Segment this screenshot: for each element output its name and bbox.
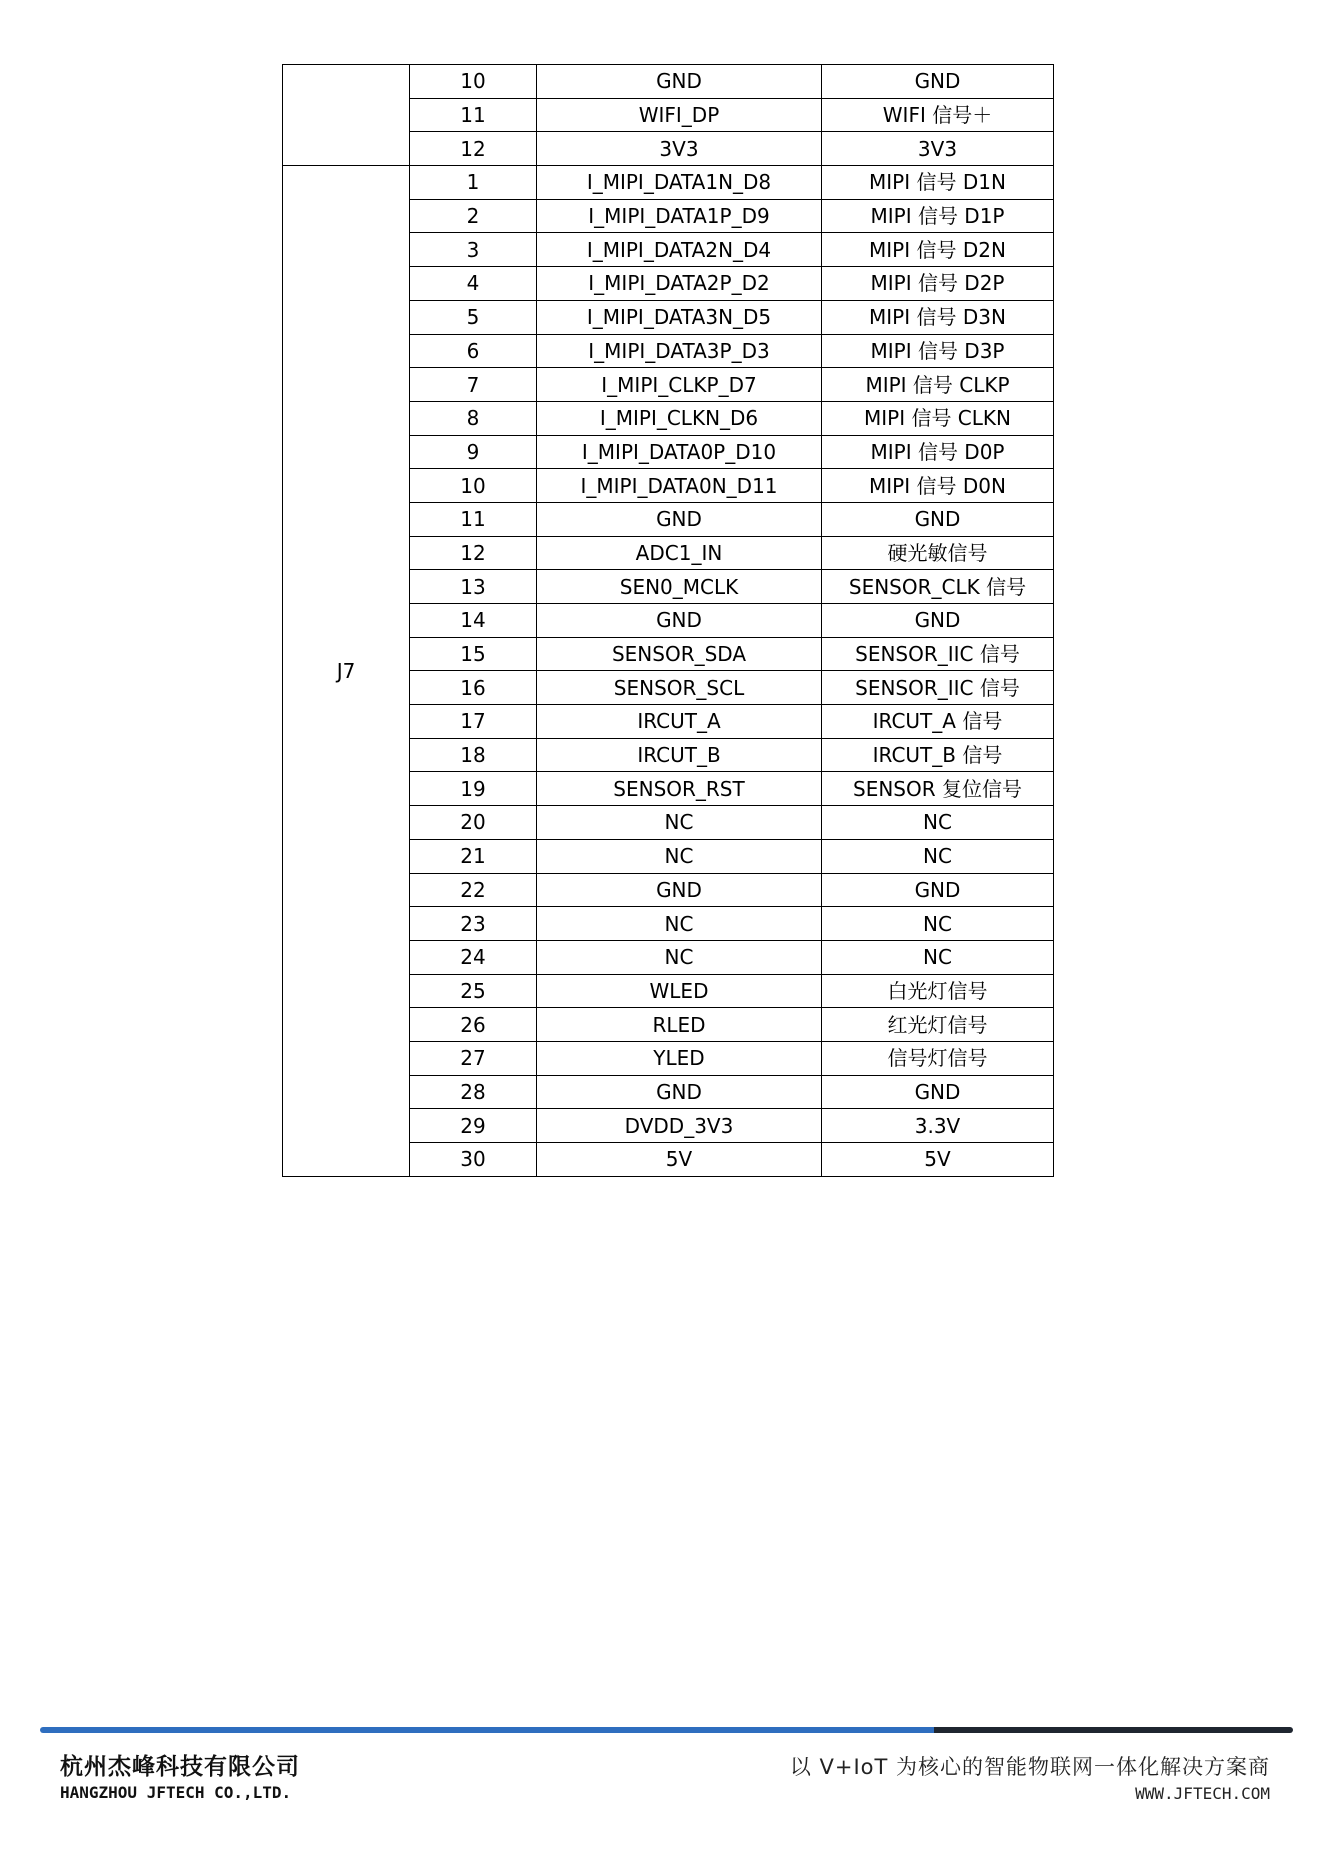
desc-cell: IRCUT_A 信号 [822, 705, 1054, 739]
net-cell: I_MIPI_DATA1P_D9 [537, 199, 822, 233]
desc-cell: MIPI 信号 CLKP [822, 368, 1054, 402]
pin-cell: 12 [410, 132, 537, 166]
net-cell: GND [537, 604, 822, 638]
desc-cell: MIPI 信号 D1P [822, 199, 1054, 233]
desc-cell: 硬光敏信号 [822, 536, 1054, 570]
net-cell: NC [537, 806, 822, 840]
desc-cell: SENSOR_CLK 信号 [822, 570, 1054, 604]
pin-cell: 15 [410, 637, 537, 671]
net-cell: 3V3 [537, 132, 822, 166]
pin-cell: 22 [410, 873, 537, 907]
desc-cell: GND [822, 1075, 1054, 1109]
net-cell: I_MIPI_DATA2P_D2 [537, 267, 822, 301]
company-website: WWW.JFTECH.COM [1135, 1784, 1270, 1803]
desc-cell: GND [822, 873, 1054, 907]
pin-cell: 18 [410, 738, 537, 772]
net-cell: I_MIPI_DATA3P_D3 [537, 334, 822, 368]
footer-divider-dark [934, 1727, 1293, 1733]
pin-cell: 10 [410, 469, 537, 503]
net-cell: WIFI_DP [537, 98, 822, 132]
desc-cell: GND [822, 502, 1054, 536]
pin-cell: 8 [410, 401, 537, 435]
net-cell: IRCUT_B [537, 738, 822, 772]
pin-cell: 28 [410, 1075, 537, 1109]
pin-cell: 24 [410, 940, 537, 974]
pin-cell: 30 [410, 1143, 537, 1177]
desc-cell: SENSOR_IIC 信号 [822, 637, 1054, 671]
company-slogan: 以 V+IoT 为核心的智能物联网一体化解决方案商 [789, 1755, 1270, 1779]
pin-cell: 21 [410, 839, 537, 873]
net-cell: RLED [537, 1008, 822, 1042]
desc-cell: MIPI 信号 D0P [822, 435, 1054, 469]
pin-cell: 27 [410, 1041, 537, 1075]
net-cell: I_MIPI_DATA3N_D5 [537, 300, 822, 334]
pin-cell: 10 [410, 65, 537, 99]
net-cell: I_MIPI_DATA0N_D11 [537, 469, 822, 503]
pin-cell: 17 [410, 705, 537, 739]
net-cell: SEN0_MCLK [537, 570, 822, 604]
desc-cell: SENSOR_IIC 信号 [822, 671, 1054, 705]
desc-cell: GND [822, 65, 1054, 99]
net-cell: NC [537, 907, 822, 941]
desc-cell: NC [822, 806, 1054, 840]
net-cell: NC [537, 940, 822, 974]
desc-cell: NC [822, 940, 1054, 974]
pin-table-body [283, 65, 1054, 1177]
net-cell: SENSOR_RST [537, 772, 822, 806]
desc-cell: SENSOR 复位信号 [822, 772, 1054, 806]
desc-cell: WIFI 信号＋ [822, 98, 1054, 132]
net-cell: I_MIPI_CLKP_D7 [537, 368, 822, 402]
pin-cell: 9 [410, 435, 537, 469]
net-cell: DVDD_3V3 [537, 1109, 822, 1143]
desc-cell: GND [822, 604, 1054, 638]
pin-cell: 1 [410, 166, 537, 200]
net-cell: NC [537, 839, 822, 873]
pin-cell: 11 [410, 98, 537, 132]
net-cell: I_MIPI_DATA1N_D8 [537, 166, 822, 200]
table-row [283, 166, 1054, 200]
desc-cell: MIPI 信号 D3P [822, 334, 1054, 368]
net-cell: ADC1_IN [537, 536, 822, 570]
desc-cell: MIPI 信号 D1N [822, 166, 1054, 200]
pin-cell: 2 [410, 199, 537, 233]
company-name-english: HANGZHOU JFTECH CO.,LTD. [60, 1783, 292, 1802]
desc-cell: MIPI 信号 CLKN [822, 401, 1054, 435]
net-cell: IRCUT_A [537, 705, 822, 739]
table-row [283, 65, 1054, 99]
desc-cell: 3.3V [822, 1109, 1054, 1143]
pin-cell: 7 [410, 368, 537, 402]
net-cell: 5V [537, 1143, 822, 1177]
net-cell: GND [537, 873, 822, 907]
desc-cell: IRCUT_B 信号 [822, 738, 1054, 772]
net-cell: SENSOR_SCL [537, 671, 822, 705]
net-cell: YLED [537, 1041, 822, 1075]
net-cell: I_MIPI_DATA0P_D10 [537, 435, 822, 469]
desc-cell: 白光灯信号 [822, 974, 1054, 1008]
pin-cell: 3 [410, 233, 537, 267]
pin-cell: 20 [410, 806, 537, 840]
pin-cell: 25 [410, 974, 537, 1008]
pin-cell: 16 [410, 671, 537, 705]
net-cell: GND [537, 1075, 822, 1109]
desc-cell: MIPI 信号 D2P [822, 267, 1054, 301]
net-cell: SENSOR_SDA [537, 637, 822, 671]
pin-cell: 5 [410, 300, 537, 334]
desc-cell: MIPI 信号 D3N [822, 300, 1054, 334]
pin-cell: 29 [410, 1109, 537, 1143]
net-cell: GND [537, 502, 822, 536]
pin-cell: 12 [410, 536, 537, 570]
pin-cell: 26 [410, 1008, 537, 1042]
net-cell: WLED [537, 974, 822, 1008]
pin-cell: 14 [410, 604, 537, 638]
desc-cell: MIPI 信号 D0N [822, 469, 1054, 503]
footer-divider-blue [40, 1727, 936, 1733]
pin-cell: 13 [410, 570, 537, 604]
pin-cell: 6 [410, 334, 537, 368]
desc-cell: 3V3 [822, 132, 1054, 166]
net-cell: I_MIPI_DATA2N_D4 [537, 233, 822, 267]
pin-cell: 23 [410, 907, 537, 941]
net-cell: I_MIPI_CLKN_D6 [537, 401, 822, 435]
company-name-chinese: 杭州杰峰科技有限公司 [60, 1754, 300, 1780]
desc-cell: NC [822, 839, 1054, 873]
desc-cell: 5V [822, 1143, 1054, 1177]
pin-definition-table [282, 64, 1054, 1177]
net-cell: GND [537, 65, 822, 99]
pin-cell: 11 [410, 502, 537, 536]
pin-cell: 4 [410, 267, 537, 301]
desc-cell: 信号灯信号 [822, 1041, 1054, 1075]
desc-cell: NC [822, 907, 1054, 941]
pin-cell: 19 [410, 772, 537, 806]
connector-cell [283, 65, 410, 166]
desc-cell: 红光灯信号 [822, 1008, 1054, 1042]
connector-cell: J7 [283, 166, 410, 1177]
desc-cell: MIPI 信号 D2N [822, 233, 1054, 267]
